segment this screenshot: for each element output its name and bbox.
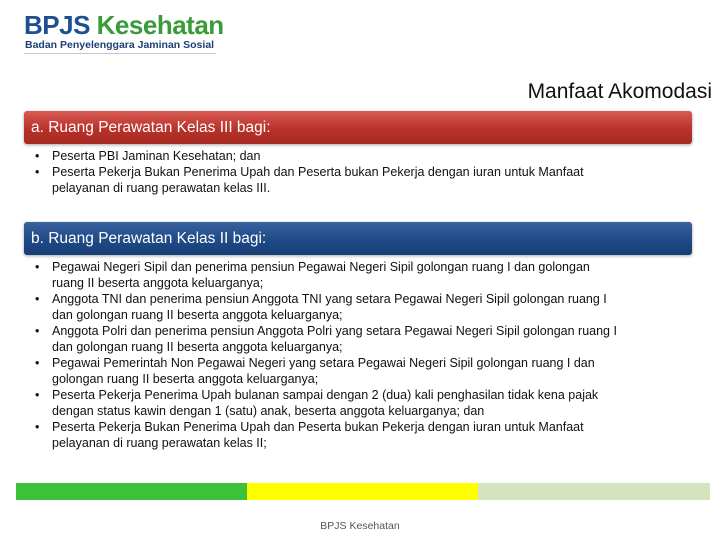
list-item-line: dan golongan ruang II beserta anggota keluarganya;	[52, 340, 343, 354]
list-item-line: Peserta Pekerja Penerima Upah bulanan sampai dengan 2 (dua) kali penghasilan tidak kena pajak	[52, 388, 599, 402]
bullet-icon: •	[35, 149, 40, 163]
list-item	[30, 387, 617, 419]
section-a-list	[30, 148, 584, 196]
bullet-icon: •	[35, 420, 40, 434]
bullet-icon: •	[35, 260, 40, 274]
section-a-heading: a. Ruang Perawatan Kelas III bagi:	[24, 111, 692, 144]
list-item-line: pelayanan di ruang perawatan kelas II;	[52, 436, 267, 450]
list-item	[30, 291, 617, 323]
logo-wordmark	[24, 10, 224, 40]
list-item-line: Peserta Pekerja Bukan Penerima Upah dan Peserta bukan Pekerja dengan iuran untuk Manfaat	[52, 420, 584, 434]
footer-text: BPJS Kesehatan	[320, 520, 400, 532]
list-item-line: Peserta PBI Jaminan Kesehatan; dan	[52, 149, 261, 163]
list-item-line: pelayanan di ruang perawatan kelas III.	[52, 181, 271, 195]
logo-brand-bpjs: BPJS	[24, 10, 90, 40]
footer-stripe-yellow	[247, 483, 478, 500]
list-item-line: dan golongan ruang II beserta anggota keluarganya;	[52, 308, 343, 322]
list-item-line: Anggota TNI dan penerima pensiun Anggota TNI yang setara Pegawai Negeri Sipil golongan ruang I	[52, 292, 607, 306]
list-item-line: dengan status kawin dengan 1 (satu) anak, beserta anggota keluarganya; dan	[52, 404, 485, 418]
logo-subtitle: Badan Penyelenggara Jaminan Sosial	[25, 39, 215, 51]
list-item	[30, 323, 617, 355]
list-item-line: Peserta Pekerja Bukan Penerima Upah dan Peserta bukan Pekerja dengan iuran untuk Manfaat	[52, 165, 584, 179]
bpjs-logo	[24, 10, 224, 54]
list-item	[30, 148, 584, 164]
logo-brand-kesehatan: Kesehatan	[96, 10, 224, 40]
list-item-line: Pegawai Negeri Sipil dan penerima pensiun Pegawai Negeri Sipil golongan ruang I dan golongan	[52, 260, 590, 274]
list-item	[30, 164, 584, 196]
bullet-icon: •	[35, 292, 40, 306]
list-item-line: golongan ruang II beserta anggota keluarganya;	[52, 372, 319, 386]
list-item	[30, 419, 617, 451]
footer-stripe-light-green	[478, 483, 710, 500]
bullet-icon: •	[35, 388, 40, 402]
footer-stripe-green	[16, 483, 247, 500]
bullet-icon: •	[35, 324, 40, 338]
section-b-heading: b. Ruang Perawatan Kelas II bagi:	[24, 222, 692, 255]
list-item-line: Anggota Polri dan penerima pensiun Anggota Polri yang setara Pegawai Negeri Sipil golongan ruang I	[52, 324, 617, 338]
list-item-line: Pegawai Pemerintah Non Pegawai Negeri yang setara Pegawai Negeri Sipil golongan ruang I dan	[52, 356, 595, 370]
list-item	[30, 355, 617, 387]
section-b-list	[30, 259, 617, 451]
list-item-line: ruang II beserta anggota keluarganya;	[52, 276, 264, 290]
bullet-icon: •	[35, 356, 40, 370]
bullet-icon: •	[35, 165, 40, 179]
list-item	[30, 259, 617, 291]
page-title: Manfaat Akomodasi	[527, 80, 712, 103]
